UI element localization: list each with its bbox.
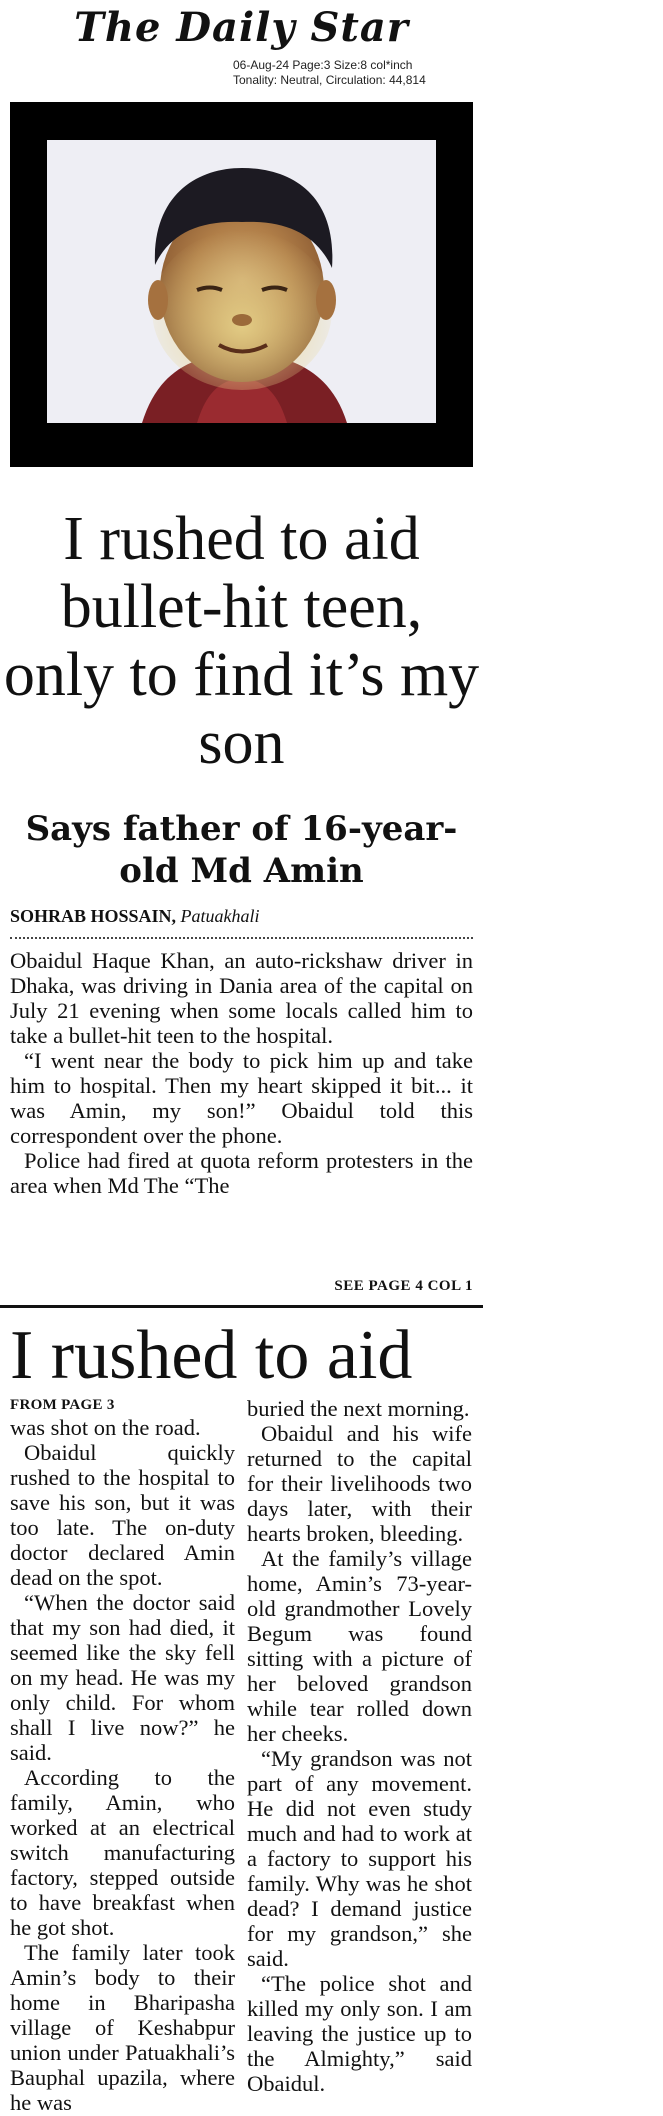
- column-paragraph: The family later took Amin’s body to their home in Bharipasha village of Keshabpur union under Patuakhali’s Bauphal upazila, where he was: [10, 1940, 235, 2115]
- meta-line-2: Tonality: Neutral, Circulation: 44,814: [233, 73, 426, 87]
- column-paragraph: According to the family, Amin, who worked at an electrical switch manufacturing factory, stepped outside to have breakfast when he got shot.: [10, 1765, 235, 1940]
- article-body: [10, 948, 473, 1198]
- photo-frame: [10, 102, 473, 467]
- column-paragraph: “The police shot and killed my only son. I am leaving the justice up to the Almighty,” said Obaidul.: [247, 1971, 472, 2096]
- byline: [10, 906, 260, 927]
- column-paragraph: Obaidul quickly rushed to the hospital to save his son, but it was too late. The on-duty doctor declared Amin dead on the spot.: [10, 1440, 235, 1590]
- clipping-meta: [233, 58, 426, 88]
- boy-portrait-image: [47, 140, 436, 423]
- column-paragraph: “My grandson was not part of any movement. He did not even study much and had to work at a factory to support his family. Why was he shot dead? I demand justice for my grandson,” she said.: [247, 1746, 472, 1971]
- body-paragraph: Obaidul Haque Khan, an auto-rickshaw driver in Dhaka, was driving in Dania area of the capital on July 21 evening when some locals called him to take a bullet-hit teen to the hospital.: [10, 948, 473, 1048]
- column-paragraph: Obaidul and his wife returned to the capital for their livelihoods two days later, with their hearts broken, bleeding.: [247, 1421, 472, 1546]
- meta-line-1: 06-Aug-24 Page:3 Size:8 col*inch: [233, 58, 413, 72]
- body-paragraph: “I went near the body to pick him up and take him to hospital. Then my heart skipped it bit... it was Amin, my son!” Obaidul told this correspondent over the phone.: [10, 1048, 473, 1148]
- see-page-jump: SEE PAGE 4 COL 1: [334, 1278, 473, 1294]
- column-paragraph: buried the next morning.: [247, 1396, 470, 1421]
- column-paragraph: At the family’s village home, Amin’s 73-year-old grandmother Lovely Begum was found sitting with a picture of her beloved grandson while tear rolled down her cheeks.: [247, 1546, 472, 1746]
- boy-photo: [47, 140, 436, 423]
- byline-location: Patuakhali: [180, 906, 260, 926]
- section-rule: [0, 1305, 483, 1308]
- masthead: [0, 4, 663, 52]
- from-page-label: FROM PAGE 3: [10, 1397, 115, 1413]
- jump-right-column: [247, 1396, 472, 2096]
- newspaper-logo: The Daily Star: [74, 4, 409, 51]
- column-paragraph: “When the doctor said that my son had died, it seemed like the sky fell on my head. He was my only child. For whom shall I live now?” he said.: [10, 1590, 235, 1765]
- jump-headline: I rushed to aid: [10, 1317, 413, 1394]
- subhead: Says father of 16-year-old Md Amin: [25, 809, 458, 891]
- jump-left-column: [10, 1396, 235, 2115]
- headline: I rushed to aid bullet-hit teen, only to find it’s my son: [3, 505, 480, 777]
- column-paragraph: was shot on the road.: [10, 1415, 201, 1440]
- dotted-divider: [10, 937, 473, 939]
- byline-name: SOHRAB HOSSAIN,: [10, 906, 177, 926]
- body-paragraph: Police had fired at quota reform protesters in the area when Md The “The: [10, 1148, 473, 1198]
